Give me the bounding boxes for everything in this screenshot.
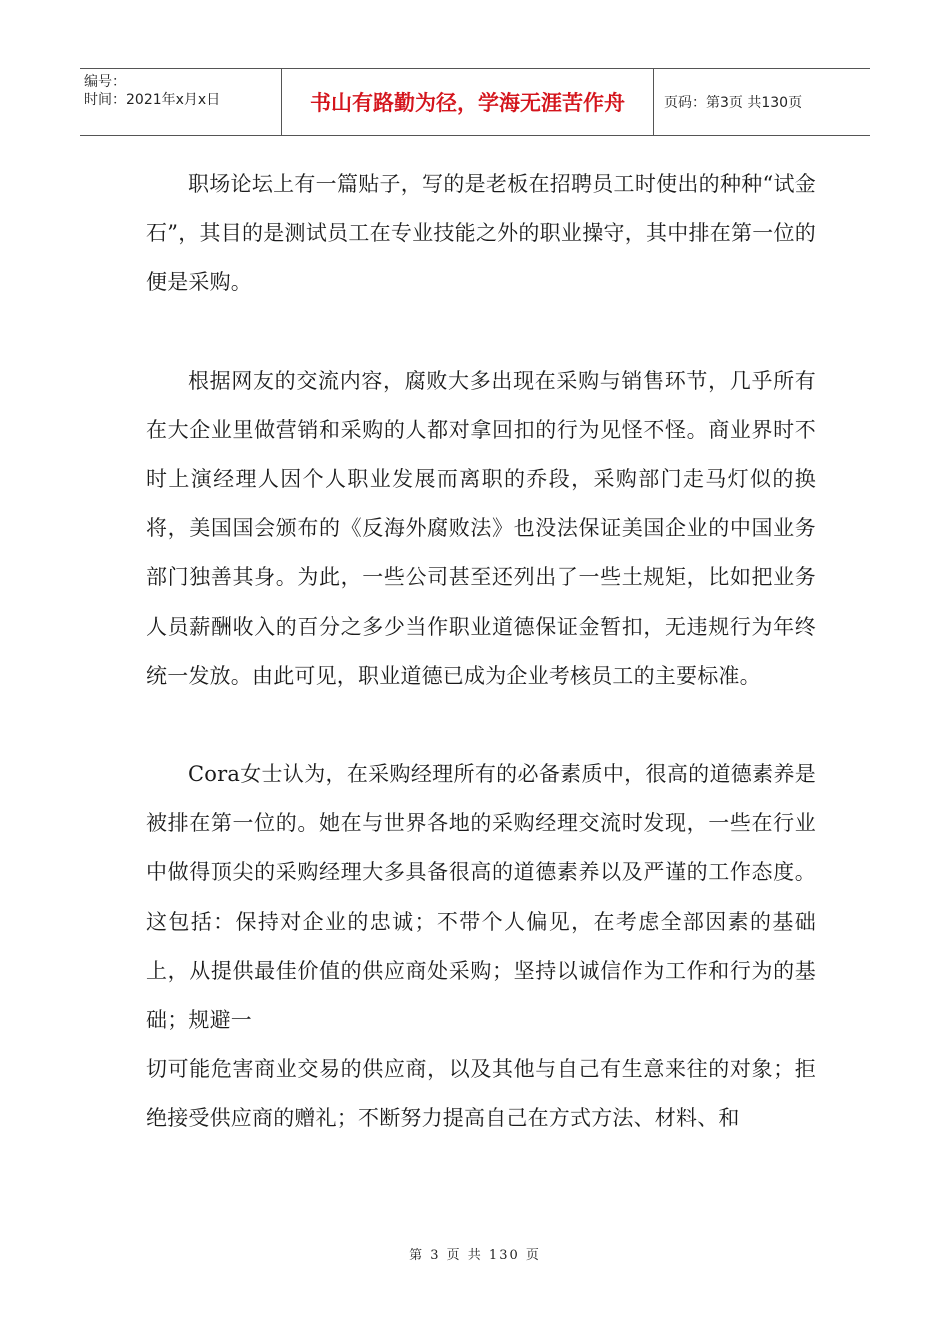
header-page-info: 页码：第3页 共130页 (664, 95, 803, 111)
paragraph-3-continuation: 切可能危害商业交易的供应商，以及其他与自己有生意来往的对象；拒绝接受供应商的赠礼；不断努力提高自己在方式方法、材料、和 (146, 1057, 816, 1131)
header-meta (80, 69, 282, 135)
paragraph-spacer (146, 701, 816, 750)
paragraph-2: 根据网友的交流内容，腐败大多出现在采购与销售环节，几乎所有在大企业里做营销和采购的人都对拿回扣的行为见怪不怪。商业界时不时上演经理人因个人职业发展而离职的乔段，采购部门走马灯似的换将，美国国会颁布的《反海外腐败法》也没法保证美国企业的中国业务部门独善其身。为此，一些公司甚至还列出了一些土规矩，比如把业务人员薪酬收入的百分之多少当作职业道德保证金暂扣，无违规行为年终统一发放。由此可见，职业道德已成为企业考核员工的主要标准。 (146, 368, 816, 688)
document-time-label: 时间：2021年x月x日 (84, 92, 221, 108)
paragraph-spacer (146, 308, 816, 357)
document-body (146, 160, 816, 1144)
document-number-label: 编号： (84, 74, 126, 90)
paragraph-1: 职场论坛上有一篇贴子，写的是老板在招聘员工时使出的种种“试金石”，其目的是测试员工在专业技能之外的职业操守，其中排在第一位的便是采购。 (146, 172, 816, 295)
paragraph-3: Cora女士认为，在采购经理所有的必备素质中，很高的道德素养是被排在第一位的。她在与世界各地的采购经理交流时发现，一些在行业中做得顶尖的采购经理大多具备很高的道德素养以及严谨的工作态度。这包括：保持对企业的忠诚；不带个人偏见，在考虑全部因素的基础上，从提供最佳价值的供应商处采购；坚持以诚信作为工作和行为的基础；规避一 (146, 762, 816, 1033)
header-motto: 书山有路勤为径，学海无涯苦作舟 (282, 69, 654, 135)
page-footer: 第 3 页 共 130 页 (409, 1248, 541, 1263)
page-header (80, 68, 870, 136)
